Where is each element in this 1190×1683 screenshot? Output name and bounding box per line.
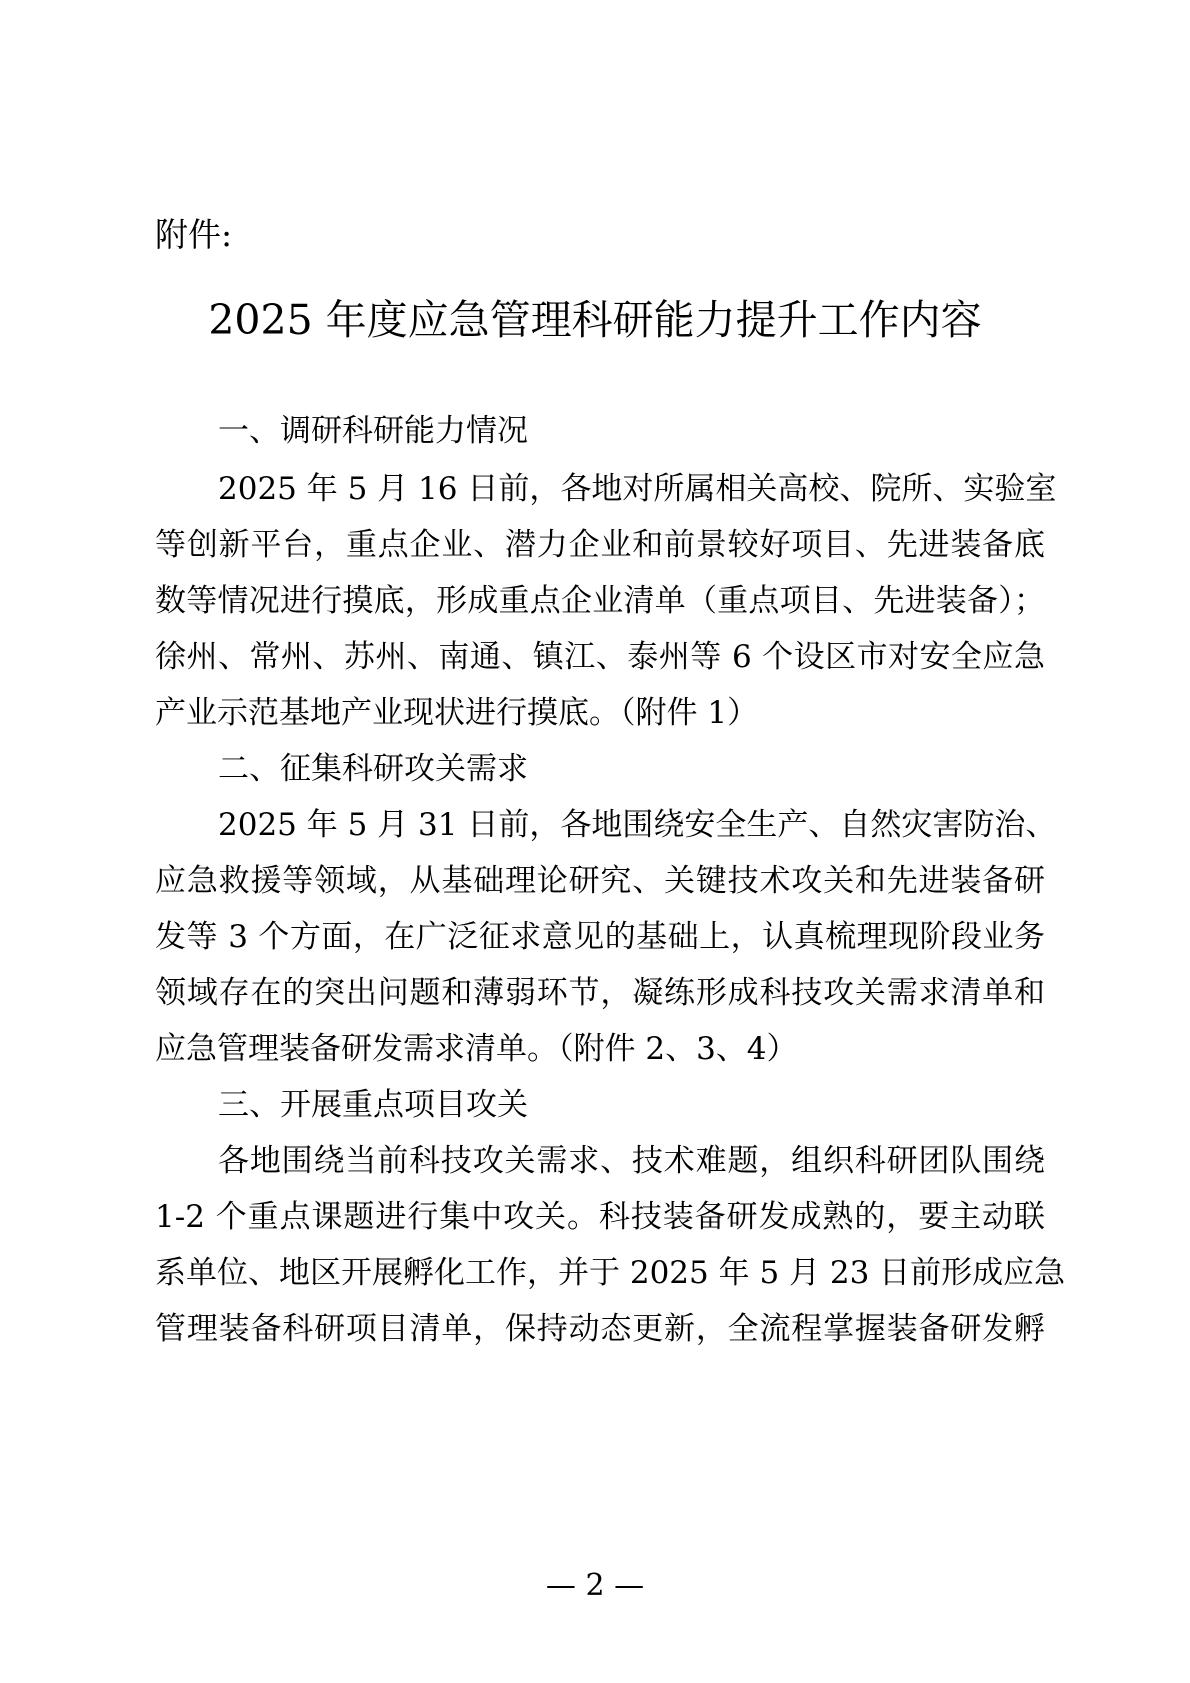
paragraph-line: 徐州、常州、苏州、南通、镇江、泰州等 6 个设区市对安全应急: [155, 639, 1045, 675]
section-heading-1: 一、调研科研能力情况: [218, 413, 528, 449]
paragraph-line: 系单位、地区开展孵化工作，并于 2025 年 5 月 23 日前形成应急: [155, 1255, 1066, 1291]
page-number: — 2 —: [545, 1568, 645, 1603]
section-heading-2: 二、征集科研攻关需求: [218, 751, 528, 787]
paragraph-line: 发等 3 个方面，在广泛征求意见的基础上，认真梳理现阶段业务: [155, 919, 1045, 955]
paragraph-line: 应急救援等领域，从基础理论研究、关键技术攻关和先进装备研: [155, 863, 1045, 899]
paragraph-line: 1-2 个重点课题进行集中攻关。科技装备研发成熟的，要主动联: [155, 1199, 1045, 1235]
paragraph-line: 等创新平台，重点企业、潜力企业和前景较好项目、先进装备底: [155, 527, 1045, 563]
document-title: 2025 年度应急管理科研能力提升工作内容: [208, 296, 982, 344]
paragraph-line: 管理装备科研项目清单，保持动态更新，全流程掌握装备研发孵: [155, 1311, 1045, 1347]
paragraph-line: 2025 年 5 月 31 日前，各地围绕安全生产、自然灾害防治、: [218, 807, 1057, 843]
paragraph-line: 2025 年 5 月 16 日前，各地对所属相关高校、院所、实验室: [218, 471, 1057, 507]
paragraph-line: 应急管理装备研发需求清单。（附件 2、3、4）: [155, 1031, 798, 1067]
paragraph-line: 各地围绕当前科技攻关需求、技术难题，组织科研团队围绕: [218, 1143, 1045, 1179]
section-heading-3: 三、开展重点项目攻关: [218, 1087, 528, 1123]
paragraph-line: 产业示范基地产业现状进行摸底。（附件 1）: [155, 695, 759, 731]
paragraph-line: 领域存在的突出问题和薄弱环节，凝练形成科技攻关需求清单和: [155, 975, 1045, 1011]
paragraph-line: 数等情况进行摸底，形成重点企业清单（重点项目、先进装备）；: [155, 583, 1045, 619]
attachment-label: 附件:: [155, 215, 233, 254]
